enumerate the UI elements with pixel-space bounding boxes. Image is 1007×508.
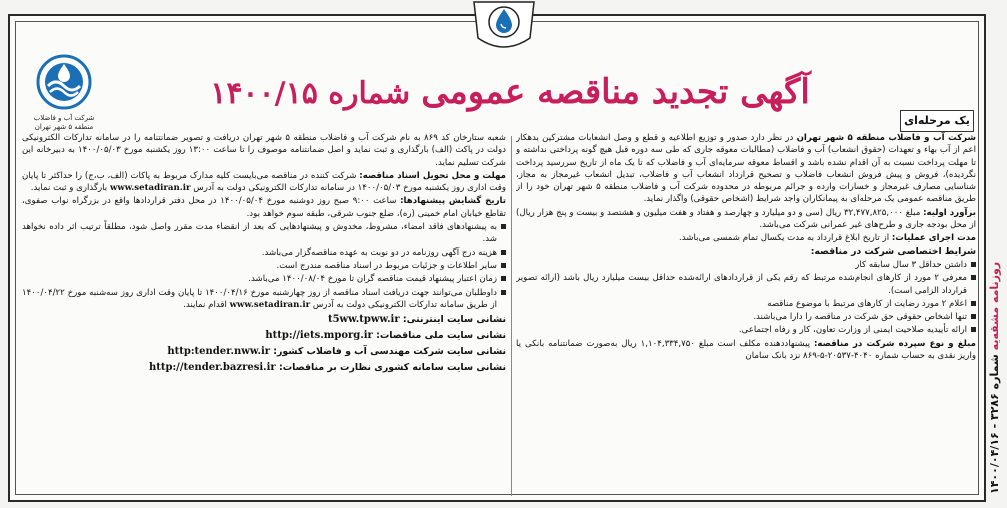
deadline-label: مهلت و محل تحویل اسناد مناقصه: [359, 170, 506, 181]
duration-text: از تاریخ ابلاغ قرارداد به مدت یکسال تمام شمسی می‌باشد. [679, 233, 890, 244]
duration-label: مدت اجرای عملیات: [891, 233, 976, 244]
site-row [22, 312, 506, 327]
condition-item: معرفی ۲ مورد از کارهای انجام‌شده مرتبط که رقم یکی از قراردادهای ارائه‌شده حداقل بیست میلیارد ریال باشد (ارائه تصویر قرارداد الزامی است). [516, 272, 976, 297]
deadline-text: شرکت کننده در مناقصه می‌بایست کلیه مدارک مربوط به پاکات (الف، ب،ج) را حداکثر تا پایان وقت اداری روز یکشنبه مورخ ۱۴۰۰/۰۵/۰۳ در سامانه تدارکات الکترونیکی دولت به آدرس [22, 170, 506, 194]
right-column [516, 132, 976, 498]
guarantee-continued: شعبه ستارخان کد ۸۶۹ به نام شرکت آب و فاضلاب منطقه ۵ شهر تهران دریافت و تصویر ضمانتنامه را در سامانه تدارکات الکترونیکی دولت در پاکت (الف) بارگذاری و ثبت نماید و اصل ضمانتنامه موصوف را تا ساعت ۱۳:۰۰ روز یکشنبه مورخ ۱۴۰۰/۰۵/۰۳ به دبیرخانه این شرکت تسلیم نماید. [22, 133, 506, 168]
newspaper-side-strip [986, 14, 1007, 502]
deadline-link[interactable]: www.setadiran.ir [109, 183, 191, 194]
company-logo [24, 54, 104, 138]
guarantee-paragraph [516, 338, 976, 363]
condition-item: تنها اشخاص حقوقی حق شرکت در مناقصه را دارا می‌باشند. [516, 311, 976, 323]
ad-title-main: آگهی تجدید مناقصه عمومی [421, 72, 810, 112]
site-link[interactable]: t5ww.tpww.ir [327, 314, 400, 326]
ad-title-number: شماره ۱۴۰۰/۱۵ [210, 76, 411, 111]
estimate-paragraph [516, 207, 976, 232]
condition-item: اعلام ۲ مورد رضایت از کارهای مرتبط با موضوع مناقصه [516, 298, 976, 310]
column-divider [511, 136, 512, 496]
download-text: داوطلبان می‌توانند جهت دریافت اسناد مناقصه از روز چهارشنبه مورخ ۱۴۰۰/۰۴/۱۶ تا پایان وقت اداری روز سه‌شنبه مورخ ۱۴۰۰/۰۴/۲۲ از طریق سامانه تدارکات الکترونیکی دولت به آدرس [22, 287, 497, 310]
deadline-paragraph [22, 170, 506, 195]
download-paragraph [22, 287, 506, 312]
opening-paragraph [22, 195, 506, 220]
site-label: نشانی سایت ملی مناقصات: [376, 330, 506, 342]
intro-paragraph [516, 132, 976, 206]
note-item: هزینه درج آگهی روزنامه در دو نوبت به عهده مناقصه‌گزار می‌باشد. [22, 247, 506, 259]
intro-text: در نظر دارد صدور و توزیع اطلاعیه و قطع و وصل انشعابات مشترکین بدهکار اعم از آب بهاء و تعهدات (حقوق انشعاب) آب و فاضلاب (مطالبات معوقه جاری که طی سه دوره قبل هیچ گونه پرداختی نداشته و تا مهلت پرداخت نسبت به آن اقدام نشده باشد و اقساط معوقه سرمایه‌ای آب و فاضلاب که تا یک ماه از تاریخ سررسید پرداخت نگردیده)، فروش و پیش فروش انشعاب فاضلاب و تصحیح قرارداد انشعاب آب و فاضلاب، تبدیل انشعاب غیرمجاز به مجاز، شناسایی مصارف غیرمجاز و خسارات وارده و جرائم مربوطه در محدوده شرکت آب و فاضلاب منطقه ۵ شهر تهران خود را از طریق مناقصه عمومی یک مرحله‌ای به پیمانکاران واجد شرایط (اشخاص حقوقی) واگذار نماید. [516, 133, 976, 205]
opening-label: تاریخ گشایش پیشنهادها: [400, 196, 506, 207]
conditions-heading: شرایط اختصاصی شرکت در مناقصه: [810, 245, 976, 257]
deadline-tail: بارگذاری و ثبت نماید. [30, 183, 108, 194]
site-row [22, 360, 506, 375]
guarantee-label: مبلغ و نوع سپرده شرکت در مناقصه: [814, 338, 976, 349]
side-strip-text [988, 262, 1001, 494]
left-column [22, 132, 506, 498]
site-label: نشانی سایت سامانه کشوری نظارت بر مناقصات: [278, 362, 506, 374]
condition-item: ارائه تأییدیه صلاحیت ایمنی از وزارت تعاون، کار و رفاه اجتماعی. [516, 324, 976, 336]
ad-title [150, 72, 870, 128]
site-link[interactable]: http://tender.bazresi.ir [148, 362, 276, 374]
water-company-logo-icon [36, 54, 92, 110]
duration-paragraph [516, 232, 976, 244]
logo-caption-line2: منطقه ۵ شهر تهران [34, 123, 94, 131]
opening-text: ساعت ۹:۰۰ صبح روز دوشنبه مورخ ۱۴۰۰/۰۵/۰۴ در محل دفتر قراردادها واقع در بزرگراه نواب صفوی، تقاطع خیابان امام خمینی (ره)، ضلع جنوب شرقی، طبقه سوم خواهد بود. [22, 196, 506, 219]
estimate-label: برآورد اولیه: [923, 207, 976, 218]
download-link[interactable]: www.setadiran.ir [229, 299, 311, 310]
guarantee-text: پیشنهاددهنده مکلف است مبلغ ۱,۱۰۴,۳۳۴,۷۵۰ ریال به‌صورت ضمانتنامه بانکی یا واریز نقدی به حساب شماره ۴۰۴۰-۲۰۵۳۷-۵-۸۶۹ نزد بانک سامان [516, 338, 976, 362]
water-drop-emblem-icon [472, 0, 536, 54]
site-label: نشانی سایت اینترنتی: [402, 314, 506, 326]
estimate-text: مبلغ ۳۲,۴۷۷,۸۲۵,۰۰۰ ریال (سی و دو میلیارد و چهارصد و هفتاد و هفت میلیون و هشتصد و بیست و پنج هزار ریال) از محل بودجه جاری و طرح‌های غیر عمرانی شرکت می‌باشد. [516, 207, 976, 231]
intro-company: شرکت آب و فاضلاب منطقه ۵ شهر تهران [796, 133, 976, 143]
site-row [22, 344, 506, 359]
site-label: نشانی سایت شرکت مهندسی آب و فاضلاب کشور: [273, 346, 506, 358]
site-link[interactable]: http://iets.mporg.ir [265, 330, 373, 342]
stage-label: یک مرحله‌ای [900, 110, 974, 132]
note-item: زمان اعتبار پیشنهاد قیمت مناقصه گران تا مورخ ۱۴۰۰/۰۸/۰۴ می‌باشد. [22, 273, 506, 285]
note-item: سایر اطلاعات و جزئیات مربوط در اسناد مناقصه مندرج است. [22, 260, 506, 272]
note-item: به پیشنهادهای فاقد امضاء، مشروط، مخدوش و پیشنهادهایی که بعد از انقضاء مدت مقرر واصل شود، مطلقاً ترتیب اثر داده نخواهد شد. [22, 221, 506, 246]
condition-item: داشتن حداقل ۳ سال سابقه کار [516, 259, 976, 271]
newspaper-issue: شماره ۳۲۸۶ - ۱۴۰۰/۰۴/۱۶ [988, 354, 1001, 494]
newspaper-brand: روزنامه مشقه‌یه [988, 261, 1001, 351]
site-link[interactable]: http:tender.nww.ir [167, 346, 271, 358]
logo-caption-line1: شرکت آب و فاضلاب [33, 114, 95, 122]
site-row [22, 328, 506, 343]
download-tail: اقدام نمایند. [183, 299, 227, 310]
